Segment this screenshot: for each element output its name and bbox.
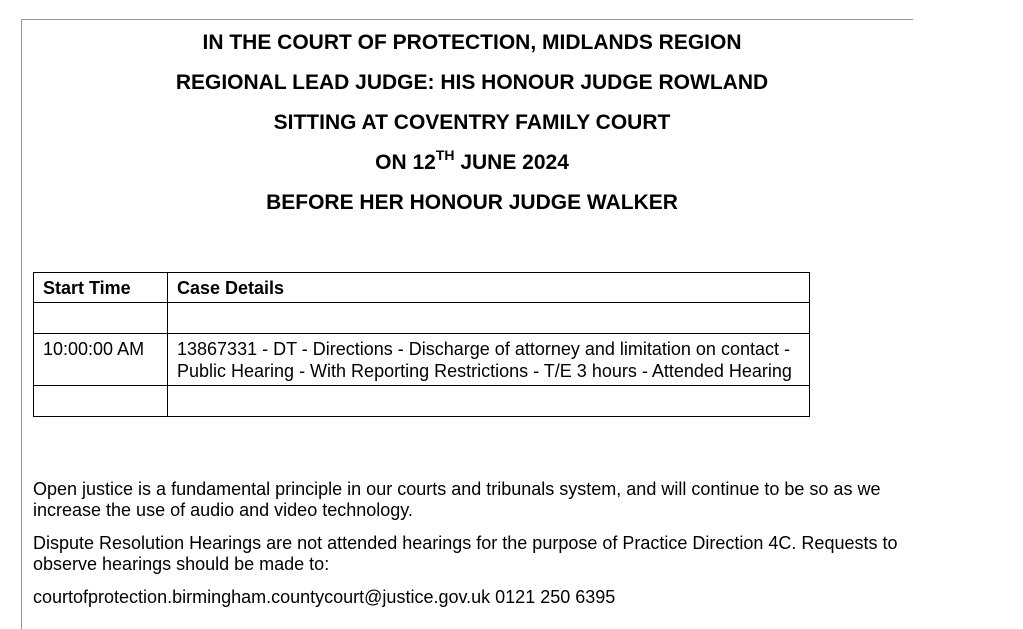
case-details-header: Case Details [168, 273, 810, 303]
contact-line[interactable]: courtofprotection.birmingham.countycourt@justice.gov.uk 0121 250 6395 [33, 587, 616, 607]
case-details-cell: 13867331 - DT - Directions - Discharge of attorney and limitation on contact - Public Hearing - With Reporting Restrictions - T/E 3 hours - Attended Hearing [168, 334, 810, 386]
start-time-cell [34, 303, 168, 334]
presiding-judge-heading: BEFORE HER HONOUR JUDGE WALKER [266, 191, 678, 214]
start-time-header: Start Time [34, 273, 168, 303]
start-time-cell: 10:00:00 AM [34, 334, 168, 386]
dispute-resolution-paragraph: Dispute Resolution Hearings are not attended hearings for the purpose of Practice Direction 4C. Requests to observe hearings should be made to: [33, 533, 898, 574]
table-header-row [34, 273, 810, 303]
case-details-cell [168, 303, 810, 334]
hearing-date-heading [22, 147, 922, 176]
hearing-schedule-table [33, 272, 810, 417]
date-rest: JUNE 2024 [454, 151, 569, 174]
table-row [34, 303, 810, 334]
heading-block [22, 30, 922, 230]
table-row [34, 334, 810, 386]
date-ordinal-suffix: TH [435, 147, 455, 163]
sitting-location-heading: SITTING AT COVENTRY FAMILY COURT [273, 111, 671, 134]
date-prefix: ON 12 [375, 151, 436, 174]
lead-judge-heading: REGIONAL LEAD JUDGE: HIS HONOUR JUDGE ROWLAND [175, 71, 769, 94]
case-details-cell [168, 386, 810, 417]
table-row [34, 386, 810, 417]
start-time-cell [34, 386, 168, 417]
court-name-heading: IN THE COURT OF PROTECTION, MIDLANDS REGION [202, 31, 742, 54]
notes-section [33, 479, 913, 620]
open-justice-paragraph: Open justice is a fundamental principle in our courts and tribunals system, and will continue to be so as we increase the use of audio and video technology. [33, 479, 881, 520]
